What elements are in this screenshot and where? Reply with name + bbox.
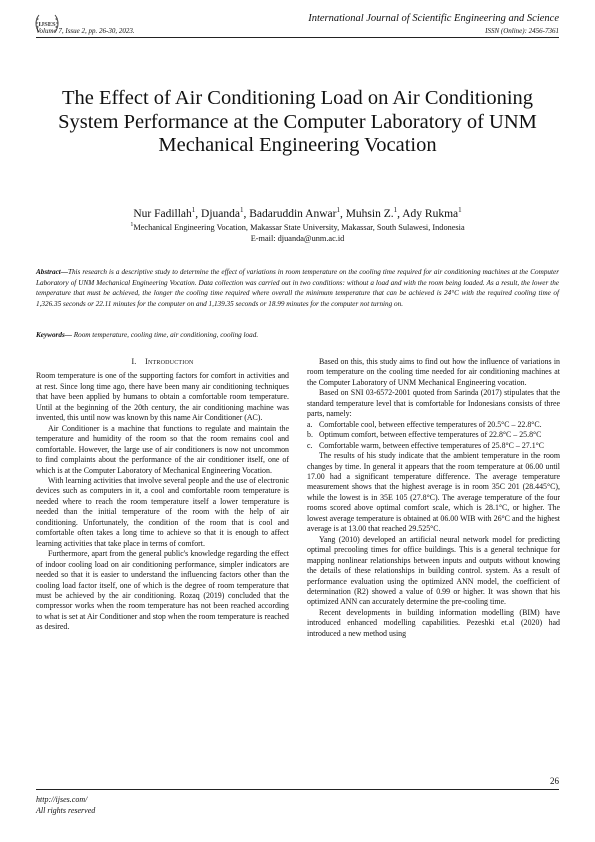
author-email: E-mail: djuanda@unm.ac.id <box>250 234 345 243</box>
right-column <box>307 357 560 639</box>
footer-rule <box>36 789 559 790</box>
list-marker: b. <box>307 430 313 440</box>
left-column <box>36 357 289 633</box>
list-marker: a. <box>307 419 313 429</box>
list-text: Comfortable warm, between effective temperatures of 25.8°C – 27.1°C <box>319 440 545 450</box>
author-separator: , <box>195 207 202 220</box>
body-paragraph: Recent developments in building information modelling (BIM) have introduced enhanced modelling capabilities. Pezeshki et.al (2020) had introduced a new method using <box>307 607 560 638</box>
section-title: Introduction <box>145 357 194 366</box>
abstract <box>36 267 559 309</box>
affiliation <box>36 222 559 232</box>
author-list <box>36 206 559 220</box>
logo-text: IJSES <box>38 21 56 28</box>
header-rule <box>36 37 559 38</box>
affiliation-mark: 1 <box>130 222 134 228</box>
list-text: Optimum comfort, between effective temperatures of 22.8°C – 25.8°C <box>319 430 542 440</box>
author-name: Djuanda <box>201 207 240 220</box>
author <box>201 208 249 220</box>
author <box>402 208 461 220</box>
keywords <box>36 330 559 341</box>
body-paragraph: The results of his study indicate that the ambient temperature in the room changes by time. In general it appears that the room temperature at 06.00 until 17.00 had a significant temperature difference. The average temperature measurement shows that the highest average is in room 35C 201 (28.445°C), while the lowest is in 35E 105 (27.8°C). The average temperature of the four rooms scored above optimal comfort scale, which is 28.1°C, or higher. The lowest average temperature is obtained at 06.00 WIB with 26°C and the highest average is at 13.00 that reached 29.525°C. <box>307 451 560 534</box>
affiliation-mark: 1 <box>336 206 340 214</box>
affiliation-mark: 1 <box>458 206 462 214</box>
footer-url[interactable]: http://ijses.com/ <box>36 795 88 804</box>
author-separator: , <box>243 207 250 220</box>
abstract-label: Abstract <box>36 268 61 276</box>
list-item <box>307 430 560 440</box>
body-paragraph: Based on this, this study aims to find out how the influence of variations in room temperature on the cooling time needed for air conditioning machines at the Computer Laboratory of UNM Mechanical Engineering vocation. <box>307 357 560 387</box>
volume-info: Volume 7, Issue 2, pp. 26-30, 2023. <box>36 27 135 35</box>
keywords-label: Keywords <box>36 331 65 339</box>
body-paragraph: Yang (2010) developed an artificial neural network model for predicting optimal precooling times for office buildings. This is a general technique for mapping nonlinear relationships between inputs and outputs without knowing the details of these relationships in building control. system. As a result of performance evaluation using the optimized ANN model, the coefficient of determination (R2) showed a value of 0.99 or higher. It was shown that his optimized ANN can accurately determine the pre-cooling time. <box>307 534 560 607</box>
affiliation-mark: 1 <box>240 206 244 214</box>
abstract-text: This research is a descriptive study to determine the effect of variations in room temperature on the cooling time required for air conditioning machines at the Computer Laboratory of UNM Mechanical Engineering Vocation. Data collection was carried out in two conditions: without a load and with the room being loaded. As a result, the lower the temperature that must be achieved, the longer the cooling time required where overall the minimum temperature that can be achieved is 24°C with the required cooling time of 1,326.35 seconds or 22.11 minutes for the computer on and 1,139.35 seconds or 18.99 minutes for the computer not turning on. <box>36 268 559 308</box>
section-heading <box>36 357 289 367</box>
list-marker: c. <box>307 440 313 450</box>
comfort-temperature-list <box>307 420 560 451</box>
affiliation-mark: 1 <box>393 206 398 214</box>
journal-name: International Journal of Scientific Engineering and Science <box>308 13 559 24</box>
author <box>249 208 345 220</box>
author-separator: , <box>339 207 346 220</box>
list-item <box>307 420 560 430</box>
author-separator: , <box>397 207 403 220</box>
body-paragraph: Room temperature is one of the supporting factors for comfort in activities and at rest. Since long time ago, there have been many air conditioning techniques that have been applied by humans to obtain a comfortable room temperature. Until at the beginning of the 20th century, the air conditioning machine was invented, this until now was known by this name Air Conditioner (AC). <box>36 371 289 423</box>
author-name: Nur Fadillah <box>133 207 192 220</box>
author <box>346 208 403 220</box>
keywords-text: Room temperature, cooling time, air conditioning, cooling load. <box>73 331 259 339</box>
body-paragraph: Air Conditioner is a machine that functions to regulate and maintain the temperature and humidity of the room so that the room remains cool and comfortable. However, the large use of air conditioners is now not uncommon to find complaints about the performance of the air conditioner itself, one of which is at the Computer Laboratory of Mechanical Engineering Vocation. <box>36 423 289 475</box>
body-paragraph: Based on SNI 03-6572-2001 quoted from Sarinda (2017) stipulates that the standard temperature level that is comfortable for Indonesians consists of three parts, namely: <box>307 388 560 419</box>
section-numeral: I. <box>131 357 137 366</box>
footer-rights: All rights reserved <box>36 806 96 815</box>
author-name: Ady Rukma <box>402 207 459 220</box>
abstract-dash: — <box>60 268 68 276</box>
list-item <box>307 441 560 451</box>
keywords-dash: — <box>64 331 74 339</box>
issn-info: ISSN (Online): 2456-7361 <box>485 27 559 35</box>
author <box>133 208 201 220</box>
paper-title: The Effect of Air Conditioning Load on Air Conditioning System Performance at the Computer Laboratory of UNM Mechanical Engineering Vocation <box>58 87 537 156</box>
affiliation-text: Mechanical Engineering Vocation, Makassar State University, Makassar, South Sulawesi, Indonesia <box>133 222 465 232</box>
page-number: 26 <box>550 776 559 786</box>
body-paragraph: With learning activities that involve several people and the use of electronic devices such as computers in it, a cool and comfortable room temperature is needed where to reach the room temperature itself a lower temperature is needed than the initial temperature of the room with the help of air conditioning. Unfortunately, the condition of the room that is cool and comfortable often takes a long time to achieve so that it is enough to affect learning activities that take place in terms of comfort. <box>36 475 289 548</box>
body-paragraph: Furthermore, apart from the general public's knowledge regarding the effect of indoor cooling load on air conditioning performance, simpler indicators are needed so that it is easier to understand the influencing factors other than the cooling load factor itself, one of which is the degree of room temperature that must be achieved by the air conditioning. Rozaq (2019) concluded that the compressor works when the room temperature has not been reached according to what is set at Air Conditioner and stop when the room temperature is reached as desired. <box>36 549 289 632</box>
affiliation-mark: 1 <box>191 206 196 214</box>
author-name: Badaruddin Anwar <box>249 207 337 220</box>
author-name: Muhsin Z. <box>345 207 394 220</box>
list-text: Comfortable cool, between effective temperatures of 20.5°C – 22.8°C. <box>319 419 542 429</box>
